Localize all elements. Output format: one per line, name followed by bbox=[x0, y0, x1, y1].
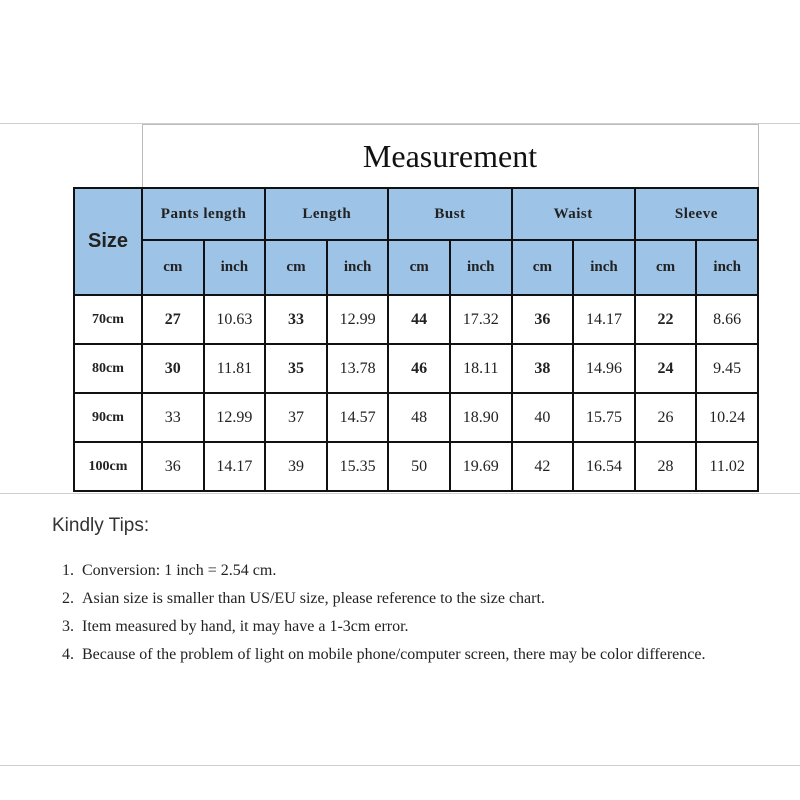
value-cell: 19.69 bbox=[450, 442, 512, 491]
size-cell: 80cm bbox=[74, 344, 142, 393]
table-row bbox=[74, 295, 758, 344]
group-header: Sleeve bbox=[635, 188, 758, 240]
size-cell: 70cm bbox=[74, 295, 142, 344]
value-cell: 38 bbox=[512, 344, 574, 393]
value-cell: 36 bbox=[512, 295, 574, 344]
value-cell: 10.24 bbox=[696, 393, 758, 442]
value-cell: 33 bbox=[265, 295, 327, 344]
value-cell: 18.11 bbox=[450, 344, 512, 393]
value-cell: 42 bbox=[512, 442, 574, 491]
unit-header: cm bbox=[388, 240, 450, 295]
unit-header: inch bbox=[450, 240, 512, 295]
value-cell: 18.90 bbox=[450, 393, 512, 442]
value-cell: 13.78 bbox=[327, 344, 389, 393]
bottom-divider bbox=[0, 765, 800, 766]
size-cell: 90cm bbox=[74, 393, 142, 442]
value-cell: 12.99 bbox=[204, 393, 266, 442]
value-cell: 39 bbox=[265, 442, 327, 491]
blank-corner bbox=[74, 125, 142, 189]
value-cell: 48 bbox=[388, 393, 450, 442]
size-chart-table bbox=[73, 124, 759, 492]
unit-header: inch bbox=[573, 240, 635, 295]
unit-header: inch bbox=[696, 240, 758, 295]
value-cell: 15.75 bbox=[573, 393, 635, 442]
tip-item: 2. Asian size is smaller than US/EU size, please reference to the size chart. bbox=[78, 585, 752, 613]
value-cell: 46 bbox=[388, 344, 450, 393]
value-cell: 14.57 bbox=[327, 393, 389, 442]
tip-item: 3. Item measured by hand, it may have a 1-3cm error. bbox=[78, 613, 752, 641]
value-cell: 50 bbox=[388, 442, 450, 491]
value-cell: 11.02 bbox=[696, 442, 758, 491]
table-row bbox=[74, 344, 758, 393]
table-row bbox=[74, 393, 758, 442]
unit-header: inch bbox=[327, 240, 389, 295]
value-cell: 24 bbox=[635, 344, 697, 393]
size-column-header: Size bbox=[74, 188, 142, 295]
tips-list bbox=[52, 557, 752, 669]
group-header: Pants length bbox=[142, 188, 265, 240]
value-cell: 36 bbox=[142, 442, 204, 491]
value-cell: 17.32 bbox=[450, 295, 512, 344]
group-header: Waist bbox=[512, 188, 635, 240]
value-cell: 37 bbox=[265, 393, 327, 442]
value-cell: 11.81 bbox=[204, 344, 266, 393]
unit-header: cm bbox=[635, 240, 697, 295]
middle-divider bbox=[0, 493, 800, 494]
value-cell: 33 bbox=[142, 393, 204, 442]
value-cell: 15.35 bbox=[327, 442, 389, 491]
tip-item: 1. Conversion: 1 inch = 2.54 cm. bbox=[78, 557, 752, 585]
unit-header: cm bbox=[265, 240, 327, 295]
value-cell: 30 bbox=[142, 344, 204, 393]
unit-header: inch bbox=[204, 240, 266, 295]
table-row bbox=[74, 442, 758, 491]
value-cell: 26 bbox=[635, 393, 697, 442]
tip-item: 4. Because of the problem of light on mobile phone/computer screen, there may be color difference. bbox=[78, 641, 752, 669]
value-cell: 35 bbox=[265, 344, 327, 393]
value-cell: 22 bbox=[635, 295, 697, 344]
value-cell: 8.66 bbox=[696, 295, 758, 344]
chart-title: Measurement bbox=[142, 125, 758, 189]
group-header: Bust bbox=[388, 188, 511, 240]
value-cell: 12.99 bbox=[327, 295, 389, 344]
value-cell: 27 bbox=[142, 295, 204, 344]
kindly-tips bbox=[52, 515, 752, 669]
unit-header: cm bbox=[512, 240, 574, 295]
value-cell: 9.45 bbox=[696, 344, 758, 393]
value-cell: 16.54 bbox=[573, 442, 635, 491]
value-cell: 40 bbox=[512, 393, 574, 442]
value-cell: 44 bbox=[388, 295, 450, 344]
value-cell: 10.63 bbox=[204, 295, 266, 344]
value-cell: 14.17 bbox=[204, 442, 266, 491]
value-cell: 14.96 bbox=[573, 344, 635, 393]
value-cell: 14.17 bbox=[573, 295, 635, 344]
unit-header: cm bbox=[142, 240, 204, 295]
group-header: Length bbox=[265, 188, 388, 240]
tips-title: Kindly Tips: bbox=[52, 515, 150, 536]
size-cell: 100cm bbox=[74, 442, 142, 491]
value-cell: 28 bbox=[635, 442, 697, 491]
